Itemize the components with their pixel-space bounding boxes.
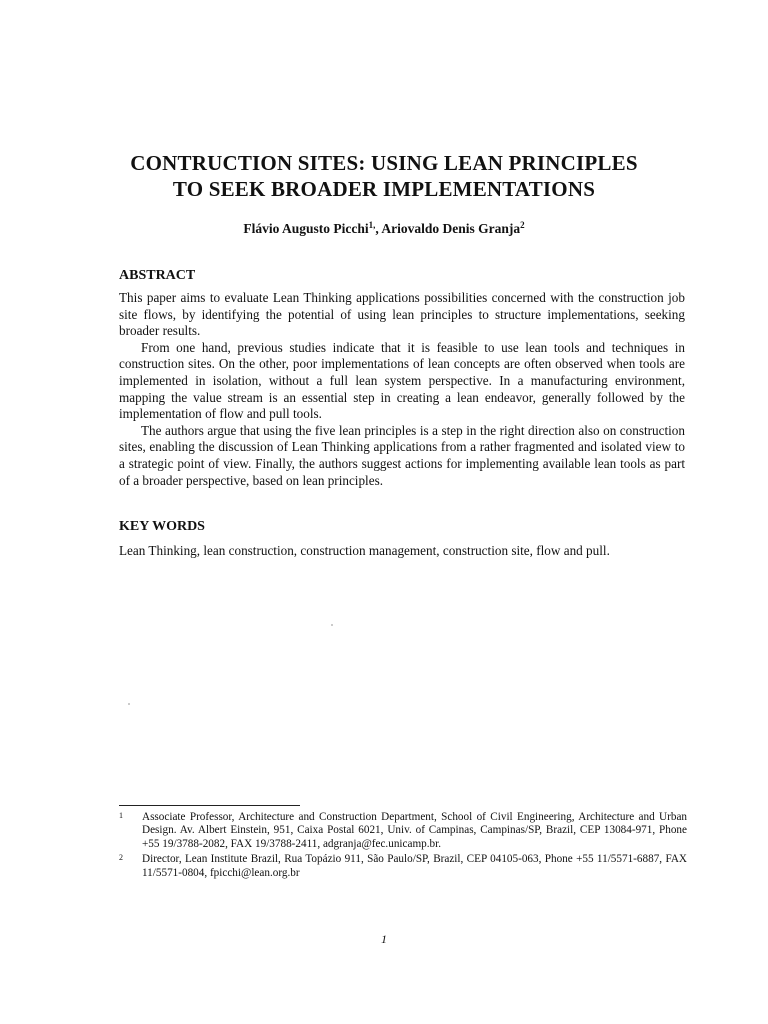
author-1-name: Flávio Augusto Picchi — [243, 221, 369, 236]
scan-speck — [331, 624, 333, 626]
footnote-1 — [119, 811, 687, 851]
author-2-mark: 2 — [520, 220, 525, 230]
abstract-paragraph-3: The authors argue that using the five lean principles is a step in the right direction also on construction sites, enabling the discussion of Lean Thinking applications from a rather fragmented and isolated view to a strategic point of view. Finally, the authors suggest actions for implementing available lean tools as part of a broader perspective, based on lean principles. — [119, 422, 685, 488]
abstract-heading: ABSTRACT — [119, 268, 196, 283]
paper-title — [100, 150, 668, 202]
abstract-body — [119, 290, 685, 489]
footnote-1-mark: 1 — [119, 811, 123, 820]
footnote-2-text: Director, Lean Institute Brazil, Rua Topázio 911, São Paulo/SP, Brazil, CEP 04105-063, Phone +55 11/5571-6887, FAX 11/5571-0804, fpicchi@lean.org.br — [142, 853, 687, 879]
author-1-mark: 1, — [368, 220, 376, 230]
title-line-1: CONTRUCTION SITES: USING LEAN PRINCIPLES — [130, 151, 638, 175]
keywords-heading: KEY WORDS — [119, 519, 205, 534]
author-line — [100, 220, 668, 238]
footnote-2-mark: 2 — [119, 853, 123, 863]
page-number: 1 — [381, 932, 387, 946]
footnote-2 — [119, 853, 687, 880]
abstract-paragraph-2: From one hand, previous studies indicate that it is feasible to use lean tools and techniques in construction sites. On the other, poor implementations of lean concepts are often observed when tools are implemented in isolation, without a full lean system perspective. In a manufacturing environment, mapping the value stream is an essential step in creating a lean endeavor, generally followed by the implementation of flow and pull tools. — [119, 339, 685, 422]
author-separator: , — [375, 221, 382, 236]
title-line-2: TO SEEK BROADER IMPLEMENTATIONS — [172, 177, 596, 201]
footnote-1-text: Associate Professor, Architecture and Construction Department, School of Civil Engineering, Architecture and Urban Design. Av. Albert Einstein, 951, Caixa Postal 6021, Univ. of Campinas, Campinas/SP, Brazil, CEP 13084-971, Phone +55 19/3788-2082, FAX 19/3788-2411, adgranja@fec.unicamp.br. — [142, 811, 687, 850]
footnote-rule — [119, 805, 300, 806]
author-2-name: Ariovaldo Denis Granja — [381, 221, 521, 236]
abstract-paragraph-1: This paper aims to evaluate Lean Thinking applications possibilities concerned with the construction job site flows, by identifying the potential of using lean principles to structure implementations, seeking broader results. — [119, 290, 685, 339]
footnotes — [119, 811, 687, 882]
keywords-text: Lean Thinking, lean construction, construction management, construction site, flow and pull. — [119, 543, 610, 558]
scan-speck — [128, 703, 130, 705]
